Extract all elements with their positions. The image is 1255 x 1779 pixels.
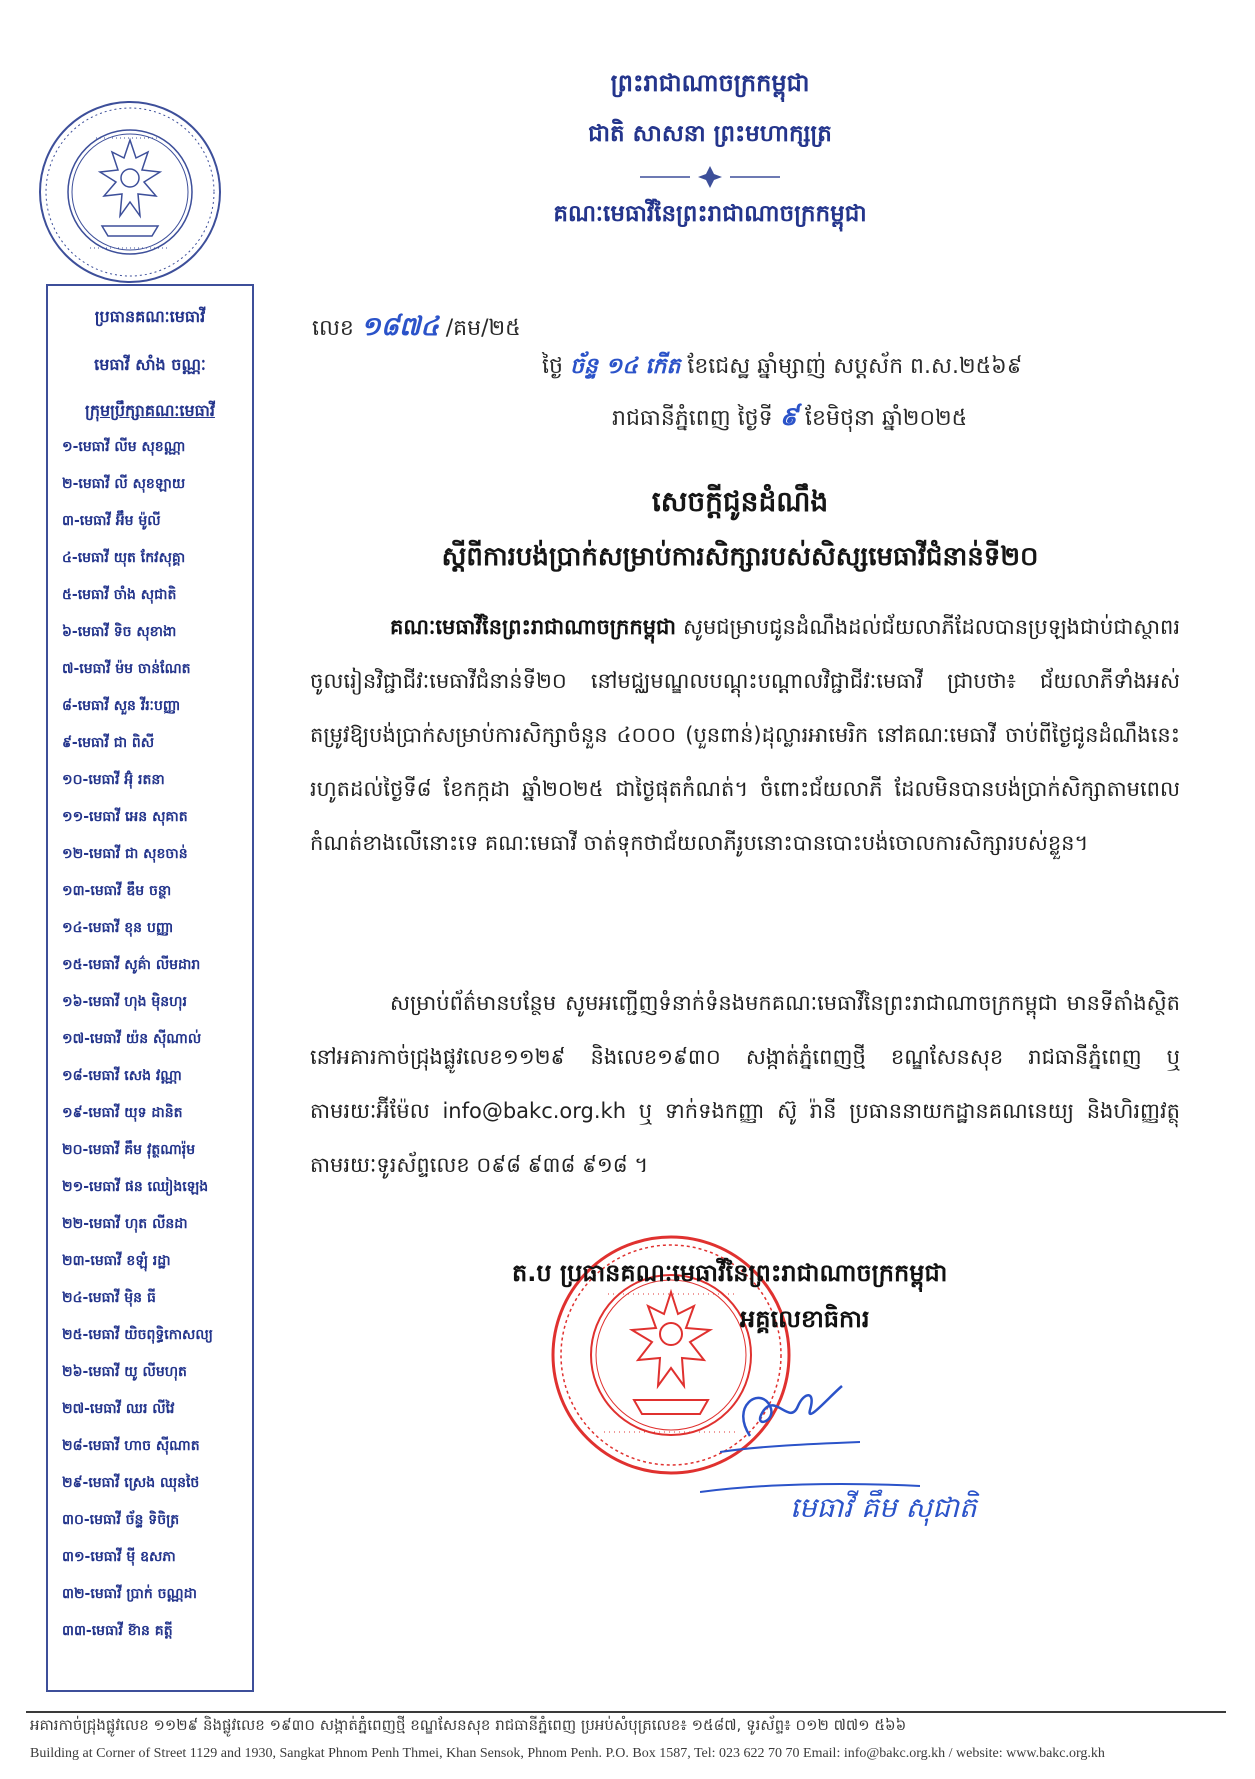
council-member: ១១-មេធាវី អេន សុគាត [62,809,188,825]
council-member: ១០-មេធាវី អ៊ុំ រតនា [62,772,165,788]
notice-title: សេចក្តីជូនដំណឹង [651,485,829,518]
nation-motto: ជាតិ សាសនា ព្រះមហាក្សត្រ [588,121,832,147]
council-sidebar [46,284,254,1692]
president-title: ប្រធានគណៈមេធាវី [94,307,206,326]
council-member: ១៧-មេធាវី យ៉ន ស៊ីណាល់ [62,1031,202,1047]
council-member: ១-មេធាវី លីម សុខណ្ណា [62,439,186,455]
council-member: ២៨-មេធាវី ហាច ស៊ីណាត [62,1438,200,1454]
reference-label: លេខ [312,316,354,341]
council-member: ៨-មេធាវី សួន វីរៈបញ្ញា [62,698,181,714]
reference-suffix: /គម/២៥ [445,316,521,341]
signatory-name: មេធាវី គឹម សុជាតិ [790,1491,977,1524]
president-name: មេធាវី សាំង ចណ្ណៈ [94,355,206,374]
paragraph-1-text: សូមជម្រាបជូនដំណឹងដល់ជ័យលាភីដែលបានប្រឡងជាប់ជាស្ថាពរចូលរៀនវិជ្ជាជីវៈមេធាវីជំនាន់ទី២០ នៅមជ្ឈមណ្ឌលបណ្តុះបណ្តាលវិជ្ជាជីវៈមេធាវី ជ្រាបថា៖ ជ័យលាភីទាំងអស់ តម្រូវឱ្យបង់ប្រាក់សម្រាប់ការសិក្សាចំនួន ៤០០០ (បួនពាន់)ដុល្លារអាមេរិក នៅគណៈមេធាវី ចាប់ពីថ្ងៃជូនដំណឹងនេះ រហូតដល់ថ្ងៃទី៨ ខែកក្កដា ឆ្នាំ២០២៥ ជាថ្ងៃផុតកំណត់។ ចំពោះជ័យលាភី ដែលមិនបានបង់ប្រាក់សិក្សាតាមពេលកំណត់ខាងលើនោះទេ គណៈមេធាវី ចាត់ទុកថាជ័យលាភីរូបនោះបានបោះបង់ចោលការសិក្សារបស់ខ្លួន។ [310,615,1180,855]
council-member: ២៦-មេធាវី យូ លីមហុត [62,1364,187,1380]
council-member: ១៣-មេធាវី ឌឹម ចន្ថា [62,883,172,899]
notice-subject: ស្តីពីការបង់ប្រាក់សម្រាប់ការសិក្សារបស់សិស្សមេធាវីជំនាន់ទី២០ [441,542,1039,572]
council-member: ៣-មេធាវី អ៊ឹម ម៉ូលី [62,513,161,529]
reference-number [312,310,521,348]
council-member: ១៥-មេធាវី សូគ៌ា លីមដារា [62,957,201,973]
council-member: ៧-មេធាវី ម៉ម ចាន់ណែត [62,661,191,677]
council-member: ១២-មេធាវី ជា សុខចាន់ [62,846,188,862]
council-member: ៩-មេធាវី ជា ពិសី [62,735,155,751]
signature-title: ត.ប ប្រធានគណៈមេធាវីនៃព្រះរាជាណាចក្រកម្ពុជា [512,1259,948,1287]
council-member: ១៨-មេធាវី សេង វណ្ណា [62,1068,182,1084]
lunar-date-prefix: ថ្ងៃ [542,354,563,379]
paragraph-2-text: សម្រាប់ព័ត៌មានបន្ថែម សូមអញ្ជើញទំនាក់ទំនងមកគណៈមេធាវីនៃព្រះរាជាណាចក្រកម្ពុជា មានទីតាំងស្ថិតនៅអគារកាច់ជ្រុងផ្លូវលេខ១១២៩ និងលេខ១៩៣០ សង្កាត់ភ្នំពេញថ្មី ខណ្ឌសែនសុខ រាជធានីភ្នំពេញ ឬ តាមរយៈអ៊ីម៉ែល info@bakc.org.kh ឬ ទាក់ទងកញ្ញា ស៊ូ រ៉ានី ប្រធាននាយកដ្ឋានគណនេយ្យ និងហិរញ្ញវត្ថុ តាមរយៈទូរស័ព្ទលេខ ០៩៨ ៩៣៨ ៩១៨ ។ [310,991,1180,1177]
divider-ornament-icon [640,164,780,190]
council-member: ២១-មេធាវី ផន ឈៀងឡេង [62,1179,209,1195]
lunar-date-rest: ខែជេស្ឋ ឆ្នាំម្សាញ់ សប្តស័ក ព.ស.២៥៦៩ [687,354,1023,379]
council-member: ៥-មេធាវី ចាំង សុជាតិ [62,587,177,603]
council-member: ៣១-មេធាវី ម៉ី ឧសភា [62,1549,176,1565]
council-member-list [62,436,252,1657]
council-member: ៣២-មេធាវី ប្រាក់ ចណ្ណដា [62,1586,197,1602]
lunar-date-handwritten: ច័ន្ទ ១៤ កើត [569,354,681,379]
solar-date-day: ៩ [779,402,799,432]
council-member: ៣០-មេធាវី ច័ន្ទ ទិចិត្រ [62,1512,180,1528]
paragraph-2 [310,976,1180,1192]
footer-divider [26,1711,1226,1713]
reference-handwritten-number: ១៨៧៤ [360,312,439,342]
council-member: ២-មេធាវី លី សុខឡាយ [62,476,186,492]
lunar-date [542,352,1022,384]
solar-date-rest: ខែមិថុនា ឆ្នាំ២០២៥ [805,406,968,431]
council-member: ៦-មេធាវី ទិច សុខាងា [62,624,177,640]
council-member: ២២-មេធាវី ហុត លីនដា [62,1216,188,1232]
council-title: ក្រុមប្រឹក្សាគណៈមេធាវី [85,401,215,420]
bar-association-emblem-icon [36,98,224,286]
council-member: ២៧-មេធាវី ឈរ លីវៃ [62,1401,175,1417]
council-member: ២០-មេធាវី គឹម វុត្ថណារ៉ុម [62,1142,196,1158]
organization-name: គណៈមេធាវីនៃព្រះរាជាណាចក្រកម្ពុជា [553,201,867,227]
solar-date [612,400,967,438]
footer-address-khmer: អគារកាច់ជ្រុងផ្លូវលេខ ១១២៩ និងផ្លូវលេខ ១៩៣០ សង្កាត់ភ្នំពេញថ្មី ខណ្ឌសែនសុខ រាជធានីភ្នំពេញ ប្រអប់សំបុត្រលេខ៖ ១៥៨៧, ទូរស័ព្ទ៖ ០១២ ៧៧១ ៥៦៦ [30,1716,907,1734]
council-member: ១៤-មេធាវី ខុន បញ្ញា [62,920,174,936]
council-member: ២៤-មេធាវី ម៉ិន ធី [62,1290,156,1306]
council-member: ៣៣-មេធាវី ខ៊ាន គត្តី [62,1623,173,1639]
council-member: ២៣-មេធាវី ខឡុំ រដ្ឋា [62,1253,171,1269]
signature-position: អគ្គលេខាធិការ [740,1305,870,1333]
handwritten-signature-icon [720,1366,860,1456]
paragraph-1 [310,600,1180,870]
paragraph-1-lead: គណៈមេធាវីនៃព្រះរាជាណាចក្រកម្ពុជា [390,615,677,639]
council-member: ២៥-មេធាវី យិចពុទ្ធិកោសល្យ [62,1327,213,1343]
council-member: ១៦-មេធាវី ហុង ម៉ិនហុរ [62,994,187,1010]
kingdom-title: ព្រះរាជាណាចក្រកម្ពុជា [610,69,810,97]
council-member: ២៩-មេធាវី ស្រេង ឈុនថៃ [62,1475,200,1491]
footer-address-english: Building at Corner of Street 1129 and 1930, Sangkat Phnom Penh Thmei, Khan Sensok, Phnom Penh. P.O. Box 1587, Tel: 023 622 70 70 Email: info@bakc.org.kh / website: www.bakc.org.kh [30,1746,1105,1761]
council-member: ៤-មេធាវី យុត កែវសុគ្គា [62,550,186,566]
council-member: ១៩-មេធាវី យុទ ដានិត [62,1105,183,1121]
solar-date-prefix: រាជធានីភ្នំពេញ ថ្ងៃទី [612,406,773,431]
